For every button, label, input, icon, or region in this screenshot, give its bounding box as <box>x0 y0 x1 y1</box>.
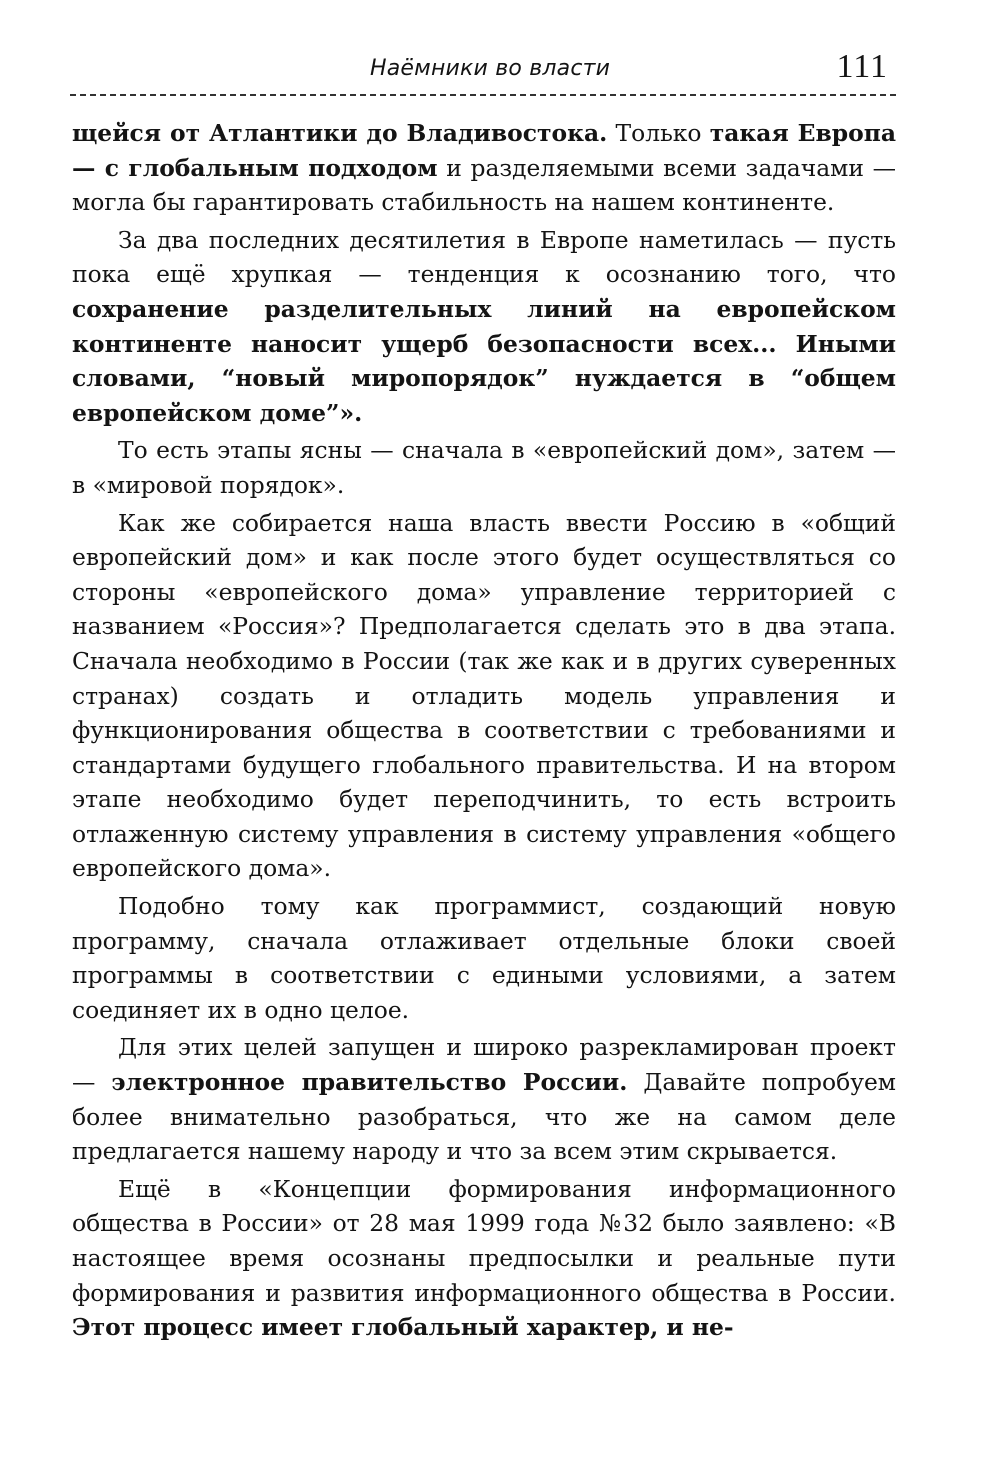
paragraph <box>72 1030 896 1168</box>
paragraph <box>72 1172 896 1345</box>
text-run: То есть этапы ясны — сначала в «европейский дом», затем — в «мировой порядок». <box>72 436 896 499</box>
bold-run: щейся от Атлантики до Владивостока. <box>72 119 608 147</box>
paragraph <box>72 223 896 431</box>
running-title: Наёмники во власти <box>370 56 611 81</box>
bold-run: сохранение разделительных линий на европейском континенте наносит ущерб безопасности всех... Иными словами, “новый миропорядок” нуждается в “общем европейском доме”». <box>72 294 896 427</box>
bold-run: Этот процесс имеет глобальный характер, и не- <box>72 1313 734 1342</box>
text-run: и разделяемыми всеми задачами — могла бы гарантировать стабильность на нашем континенте. <box>72 153 896 217</box>
paragraph <box>72 433 896 502</box>
bold-run: электронное правительство России. <box>111 1068 628 1097</box>
paragraph <box>72 889 896 1027</box>
paragraph <box>72 116 896 220</box>
text-run: Подобно тому как программист, создающий новую программу, сначала отлаживает отдельные блоки своей программы в соответствии с едиными условиями, а затем соединяет их в одно целое. <box>72 892 896 1024</box>
text-run: Только <box>607 119 710 147</box>
bold-run: такая Европа — с глобальным подходом <box>72 119 896 182</box>
text-run: Для этих целей запущен и широко разрекламирован проект — <box>72 1033 896 1097</box>
paragraph <box>72 506 896 887</box>
page-header <box>70 44 896 96</box>
text-run: За два последних десятилетия в Европе наметилась — пусть пока ещё хрупкая — тенденция к осознанию того, что <box>72 225 896 289</box>
page-number: 111 <box>836 48 888 85</box>
text-run: Давайте попробуем более внимательно разобраться, что же на самом деле предлагается нашему народу и что за всем этим скрывается. <box>72 1068 896 1166</box>
text-run: Ещё в «Концепции формирования информационного общества в России» от 28 мая 1999 года №32 было заявлено: «В настоящее время осознаны предпосылки и реальные пути формирования и развития информационного общества в России. <box>72 1174 896 1307</box>
text-run: Как же собирается наша власть ввести Россию в «общий европейский дом» и как после этого будет осуществляться со стороны «европейского дома» управление территорией с названием «Россия»? Предполагается сделать это в два этапа. Сначала необходимо в России (так же как и в других суверенных странах) создать и отладить модель управления и функционирования общества в соответствии с требованиями и стандартами будущего глобального правительства. И на втором этапе необходимо будет переподчинить, то есть встроить отлаженную систему управления в систему управления «общего европейского дома». <box>72 508 896 883</box>
body-text <box>72 116 896 1348</box>
